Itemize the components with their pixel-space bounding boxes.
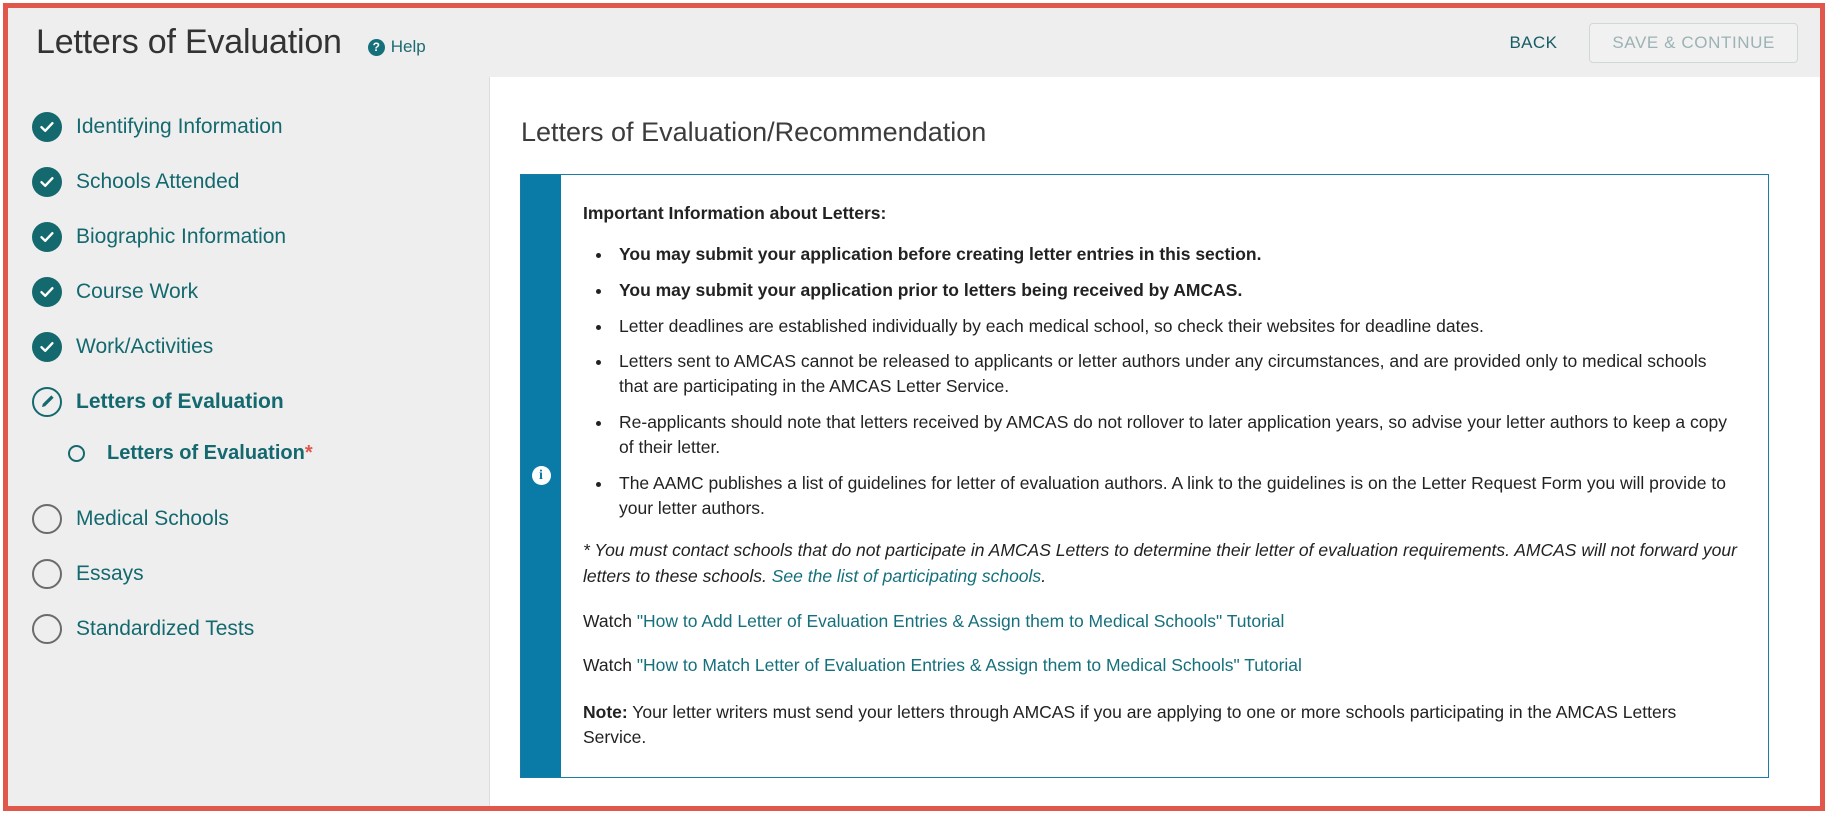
main-content — [490, 77, 1820, 809]
note-label: Note: — [583, 701, 628, 722]
question-mark-circle-icon: ? — [368, 39, 385, 56]
sidebar-item-course-work[interactable] — [32, 264, 489, 319]
help-link[interactable] — [368, 37, 426, 57]
important-information-panel — [520, 174, 1769, 778]
check-circle-icon — [32, 112, 62, 142]
sidebar-item-identifying-information[interactable] — [32, 99, 489, 154]
tutorial-row-match — [583, 653, 1740, 678]
sidebar-item-label: Schools Attended — [76, 169, 240, 193]
sidebar-item-essays[interactable] — [32, 546, 489, 601]
add-letter-tutorial-link[interactable]: "How to Add Letter of Evaluation Entries & Assign them to Medical Schools" Tutorial — [636, 611, 1285, 632]
list-item: • Letter deadlines are established individually by each medical school, so check their websites for deadline dates. — [613, 314, 1740, 339]
empty-circle-icon — [32, 504, 62, 534]
empty-circle-icon — [32, 614, 62, 644]
check-circle-icon — [32, 332, 62, 362]
amcas-note — [583, 700, 1740, 751]
match-letter-tutorial-link[interactable]: "How to Match Letter of Evaluation Entries & Assign them to Medical Schools" Tutorial — [636, 655, 1302, 676]
sidebar-subitem-label: Letters of Evaluation* — [107, 441, 313, 464]
sidebar-item-medical-schools[interactable] — [32, 491, 489, 546]
back-button[interactable]: BACK — [1499, 27, 1567, 59]
sidebar-subitem-letters-of-evaluation[interactable] — [32, 429, 489, 477]
section-title: Letters of Evaluation/Recommendation — [521, 117, 987, 147]
sidebar-item-schools-attended[interactable] — [32, 154, 489, 209]
info-circle-icon: i — [532, 466, 551, 485]
help-label: Help — [390, 37, 426, 56]
page-header — [8, 8, 1820, 77]
sidebar-item-biographic-information[interactable] — [32, 209, 489, 264]
note-body: Your letter writers must send your letters through AMCAS if you are applying to one or more schools participating in the AMCAS Letters Service. — [583, 701, 1677, 748]
sidebar-item-label: Biographic Information — [76, 224, 287, 248]
sidebar-item-label: Identifying Information — [76, 114, 283, 138]
note-text-part2: . — [1041, 565, 1047, 586]
tutorial-row-add — [583, 609, 1740, 634]
list-item: • You may submit your application before creating letter entries in this section. — [613, 242, 1740, 267]
check-circle-icon — [32, 277, 62, 307]
check-circle-icon — [32, 167, 62, 197]
participating-schools-note — [583, 538, 1740, 589]
info-heading: Important Information about Letters: — [583, 203, 887, 223]
empty-circle-icon — [68, 445, 85, 462]
progress-sidebar — [8, 77, 490, 809]
note-text-part1: * You must contact schools that do not participate in AMCAS Letters to determine their letter of evaluation requirements. AMCAS will not forward your letters to these schools. — [583, 540, 1737, 586]
info-panel-content — [561, 175, 1768, 777]
sidebar-item-label: Medical Schools — [76, 506, 229, 530]
list-item: • Letters sent to AMCAS cannot be released to applicants or letter authors under any circumstances, and are provided only to medical schools that are participating in the AMCAS Letter Service. — [613, 349, 1740, 399]
check-circle-icon — [32, 222, 62, 252]
sidebar-item-label: Essays — [76, 561, 144, 585]
list-item: • You may submit your application prior to letters being received by AMCAS. — [613, 278, 1740, 303]
list-item: • Re-applicants should note that letters received by AMCAS do not rollover to later application years, so advise your letter authors to keep a copy of their letter. — [613, 410, 1740, 460]
watch-prefix: Watch — [583, 611, 637, 632]
sidebar-item-label: Standardized Tests — [76, 616, 255, 640]
sidebar-item-label: Course Work — [76, 279, 199, 303]
watch-prefix: Watch — [583, 655, 637, 676]
save-and-continue-button[interactable]: SAVE & CONTINUE — [1589, 23, 1798, 63]
info-accent-bar — [521, 175, 561, 777]
sidebar-item-label: Letters of Evaluation — [76, 389, 284, 413]
sidebar-item-standardized-tests[interactable] — [32, 601, 489, 656]
sidebar-item-label: Work/Activities — [76, 334, 214, 358]
page-title: Letters of Evaluation — [36, 23, 342, 61]
sidebar-item-work-activities[interactable] — [32, 319, 489, 374]
required-asterisk: * — [304, 441, 313, 464]
body-area — [8, 77, 1820, 809]
sidebar-item-letters-of-evaluation[interactable] — [32, 374, 489, 429]
list-item: • The AAMC publishes a list of guidelines for letter of evaluation authors. A link to the guidelines is on the Letter Request Form you will provide to your letter authors. — [613, 471, 1740, 521]
sidebar-gap — [32, 477, 489, 491]
info-bullet-list — [613, 242, 1740, 521]
empty-circle-icon — [32, 559, 62, 589]
participating-schools-link[interactable]: See the list of participating schools — [771, 565, 1042, 586]
pencil-circle-icon — [32, 387, 62, 417]
